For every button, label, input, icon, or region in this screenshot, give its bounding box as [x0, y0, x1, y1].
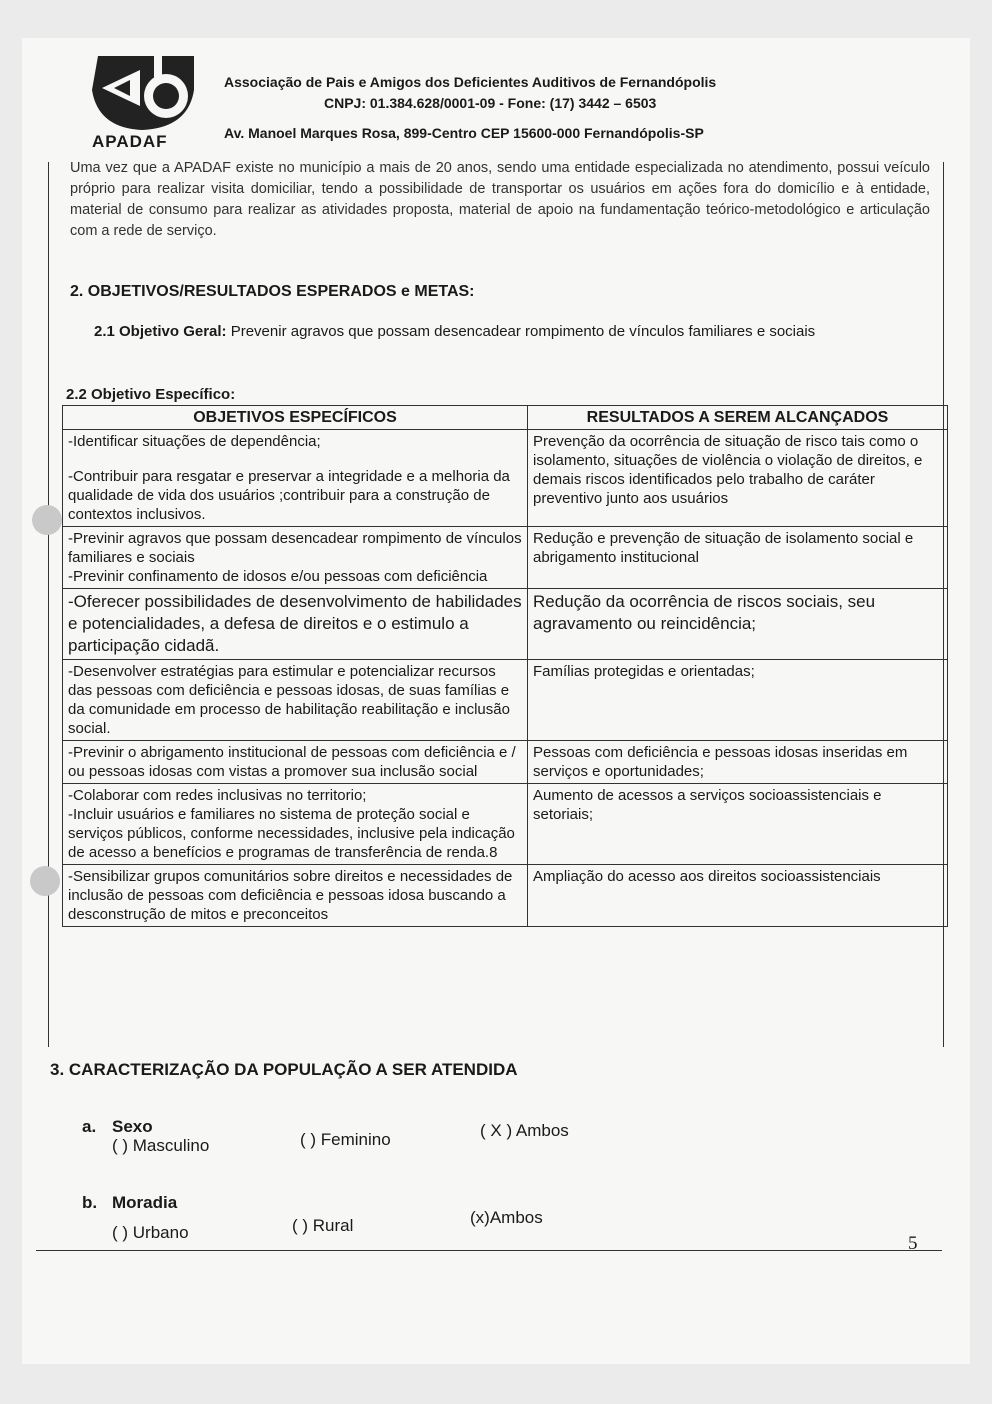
intro-paragraph: Uma vez que a APADAF existe no município a mais de 20 anos, sendo uma entidade especializada no atendimento, possui veículo próprio para realizar visita domiciliar, tendo a possibilidade de transportar os usuários em ações fora do domicílio e à entidade, material de consumo para realizar as atividades proposta, material de apoio na fundamentação teórico-metodológico e articulação com a rede de serviço.: [70, 160, 930, 239]
option-feminino: ( ) Feminino: [300, 1130, 391, 1149]
general-objective: [94, 322, 934, 341]
objective-cell: [63, 660, 528, 741]
objective-cell: [63, 865, 528, 927]
punch-hole: [32, 505, 62, 535]
item-b-marker: b.: [82, 1193, 98, 1212]
objectives-table: [62, 405, 948, 927]
page-number: 5: [908, 1233, 918, 1254]
option-urbano: ( ) Urbano: [112, 1223, 189, 1242]
objective-cell: [63, 784, 528, 865]
objective-text: -Previnir o abrigamento institucional de pessoas com deficiência e / ou pessoas idosas com vistas a promover sua inclusão social: [68, 744, 516, 780]
column-header-objectives: OBJETIVOS ESPECÍFICOS: [63, 406, 528, 430]
result-cell: Prevenção da ocorrência de situação de risco tais como o isolamento, situações de violência o violação de direitos, e demais riscos identificados pelo trabalho de caráter preventivo junto aos usuários: [528, 430, 948, 527]
punch-hole: [30, 866, 60, 896]
result-cell: Redução e prevenção de situação de isolamento social e abrigamento institucional: [528, 527, 948, 589]
objective-text: -Previnir agravos que possam desencadear rompimento de vínculos familiares e sociais: [68, 530, 522, 566]
objective-cell: [63, 589, 528, 660]
address: Av. Manoel Marques Rosa, 899-Centro CEP 15600-000 Fernandópolis-SP: [224, 125, 704, 141]
association-name: Associação de Pais e Amigos dos Deficientes Auditivos de Fernandópolis: [224, 74, 717, 90]
objective-text: -Incluir usuários e familiares no sistema de proteção social e serviços públicos, conforme necessidades, inclusive pela indicação de acesso a benefícios e programas de transferência de renda.8: [68, 806, 515, 861]
general-objective-text: Prevenir agravos que possam desencadear rompimento de vínculos familiares e sociais: [230, 323, 816, 340]
option-ambos-moradia: (x)Ambos: [470, 1208, 543, 1227]
table-row: [63, 741, 948, 784]
item-a-marker: a.: [82, 1117, 97, 1136]
objective-text: -Contribuir para resgatar e preservar a integridade e a melhoria da qualidade de vida dos usuários ;contribuir para a construção de contextos inclusivos.: [68, 468, 510, 523]
bottom-rule: [36, 1250, 942, 1251]
table-row: [63, 430, 948, 527]
option-masculino: ( ) Masculino: [112, 1136, 210, 1155]
objective-text: -Oferecer possibilidades de desenvolvimento de habilidades e potencialidades, a defesa de direitos e o estimulo a participação cidadã.: [68, 592, 522, 655]
cnpj-phone: CNPJ: 01.384.628/0001-09 - Fone: (17) 3442 – 6503: [324, 95, 657, 111]
result-cell: Ampliação do acesso aos direitos socioassistenciais: [528, 865, 948, 927]
objective-text: -Desenvolver estratégias para estimular e potencializar recursos das pessoas com deficiência e pessoas idosas, de suas famílias e da comunidade em processo de habilitação reabilitação e inclusão social.: [68, 663, 510, 737]
item-a-title: Sexo: [112, 1117, 153, 1136]
table-row: [63, 589, 948, 660]
objective-cell: [63, 527, 528, 589]
result-cell: Famílias protegidas e orientadas;: [528, 660, 948, 741]
section-2-title: 2. OBJETIVOS/RESULTADOS ESPERADOS e METAS:: [70, 283, 475, 300]
result-cell: Aumento de acessos a serviços socioassistenciais e setoriais;: [528, 784, 948, 865]
logo-wordmark: APADAF: [92, 132, 168, 151]
option-ambos-sexo: ( X ) Ambos: [480, 1121, 569, 1140]
letterhead: [84, 50, 954, 158]
objective-text: -Identificar situações de dependência;: [68, 433, 321, 450]
table-row: [63, 660, 948, 741]
general-objective-label: 2.1 Objetivo Geral:: [94, 323, 227, 340]
objective-cell: [63, 741, 528, 784]
table-row: [63, 527, 948, 589]
table-row: [63, 784, 948, 865]
section-3-title: 3. CARACTERIZAÇÃO DA POPULAÇÃO A SER ATENDIDA: [50, 1060, 518, 1079]
objective-text: -Previnir confinamento de idosos e/ou pessoas com deficiência: [68, 568, 488, 585]
result-cell: Pessoas com deficiência e pessoas idosas inseridas em serviços e oportunidades;: [528, 741, 948, 784]
table-row: [63, 865, 948, 927]
specific-objective-heading: [66, 386, 235, 403]
option-rural: ( ) Rural: [292, 1216, 354, 1235]
result-cell: Redução da ocorrência de riscos sociais, seu agravamento ou reincidência;: [528, 589, 948, 660]
objective-cell: [63, 430, 528, 527]
item-b-title: Moradia: [112, 1193, 178, 1212]
objective-text: -Sensibilizar grupos comunitários sobre direitos e necessidades de inclusão de pessoas com deficiência e pessoas idosa buscando a desconstrução de mitos e preconceitos: [68, 868, 513, 923]
specific-objective-label: 2.2 Objetivo Específico:: [66, 386, 236, 403]
objective-text: -Colaborar com redes inclusivas no territorio;: [68, 787, 367, 804]
column-header-results: RESULTADOS A SEREM ALCANÇADOS: [528, 406, 948, 430]
